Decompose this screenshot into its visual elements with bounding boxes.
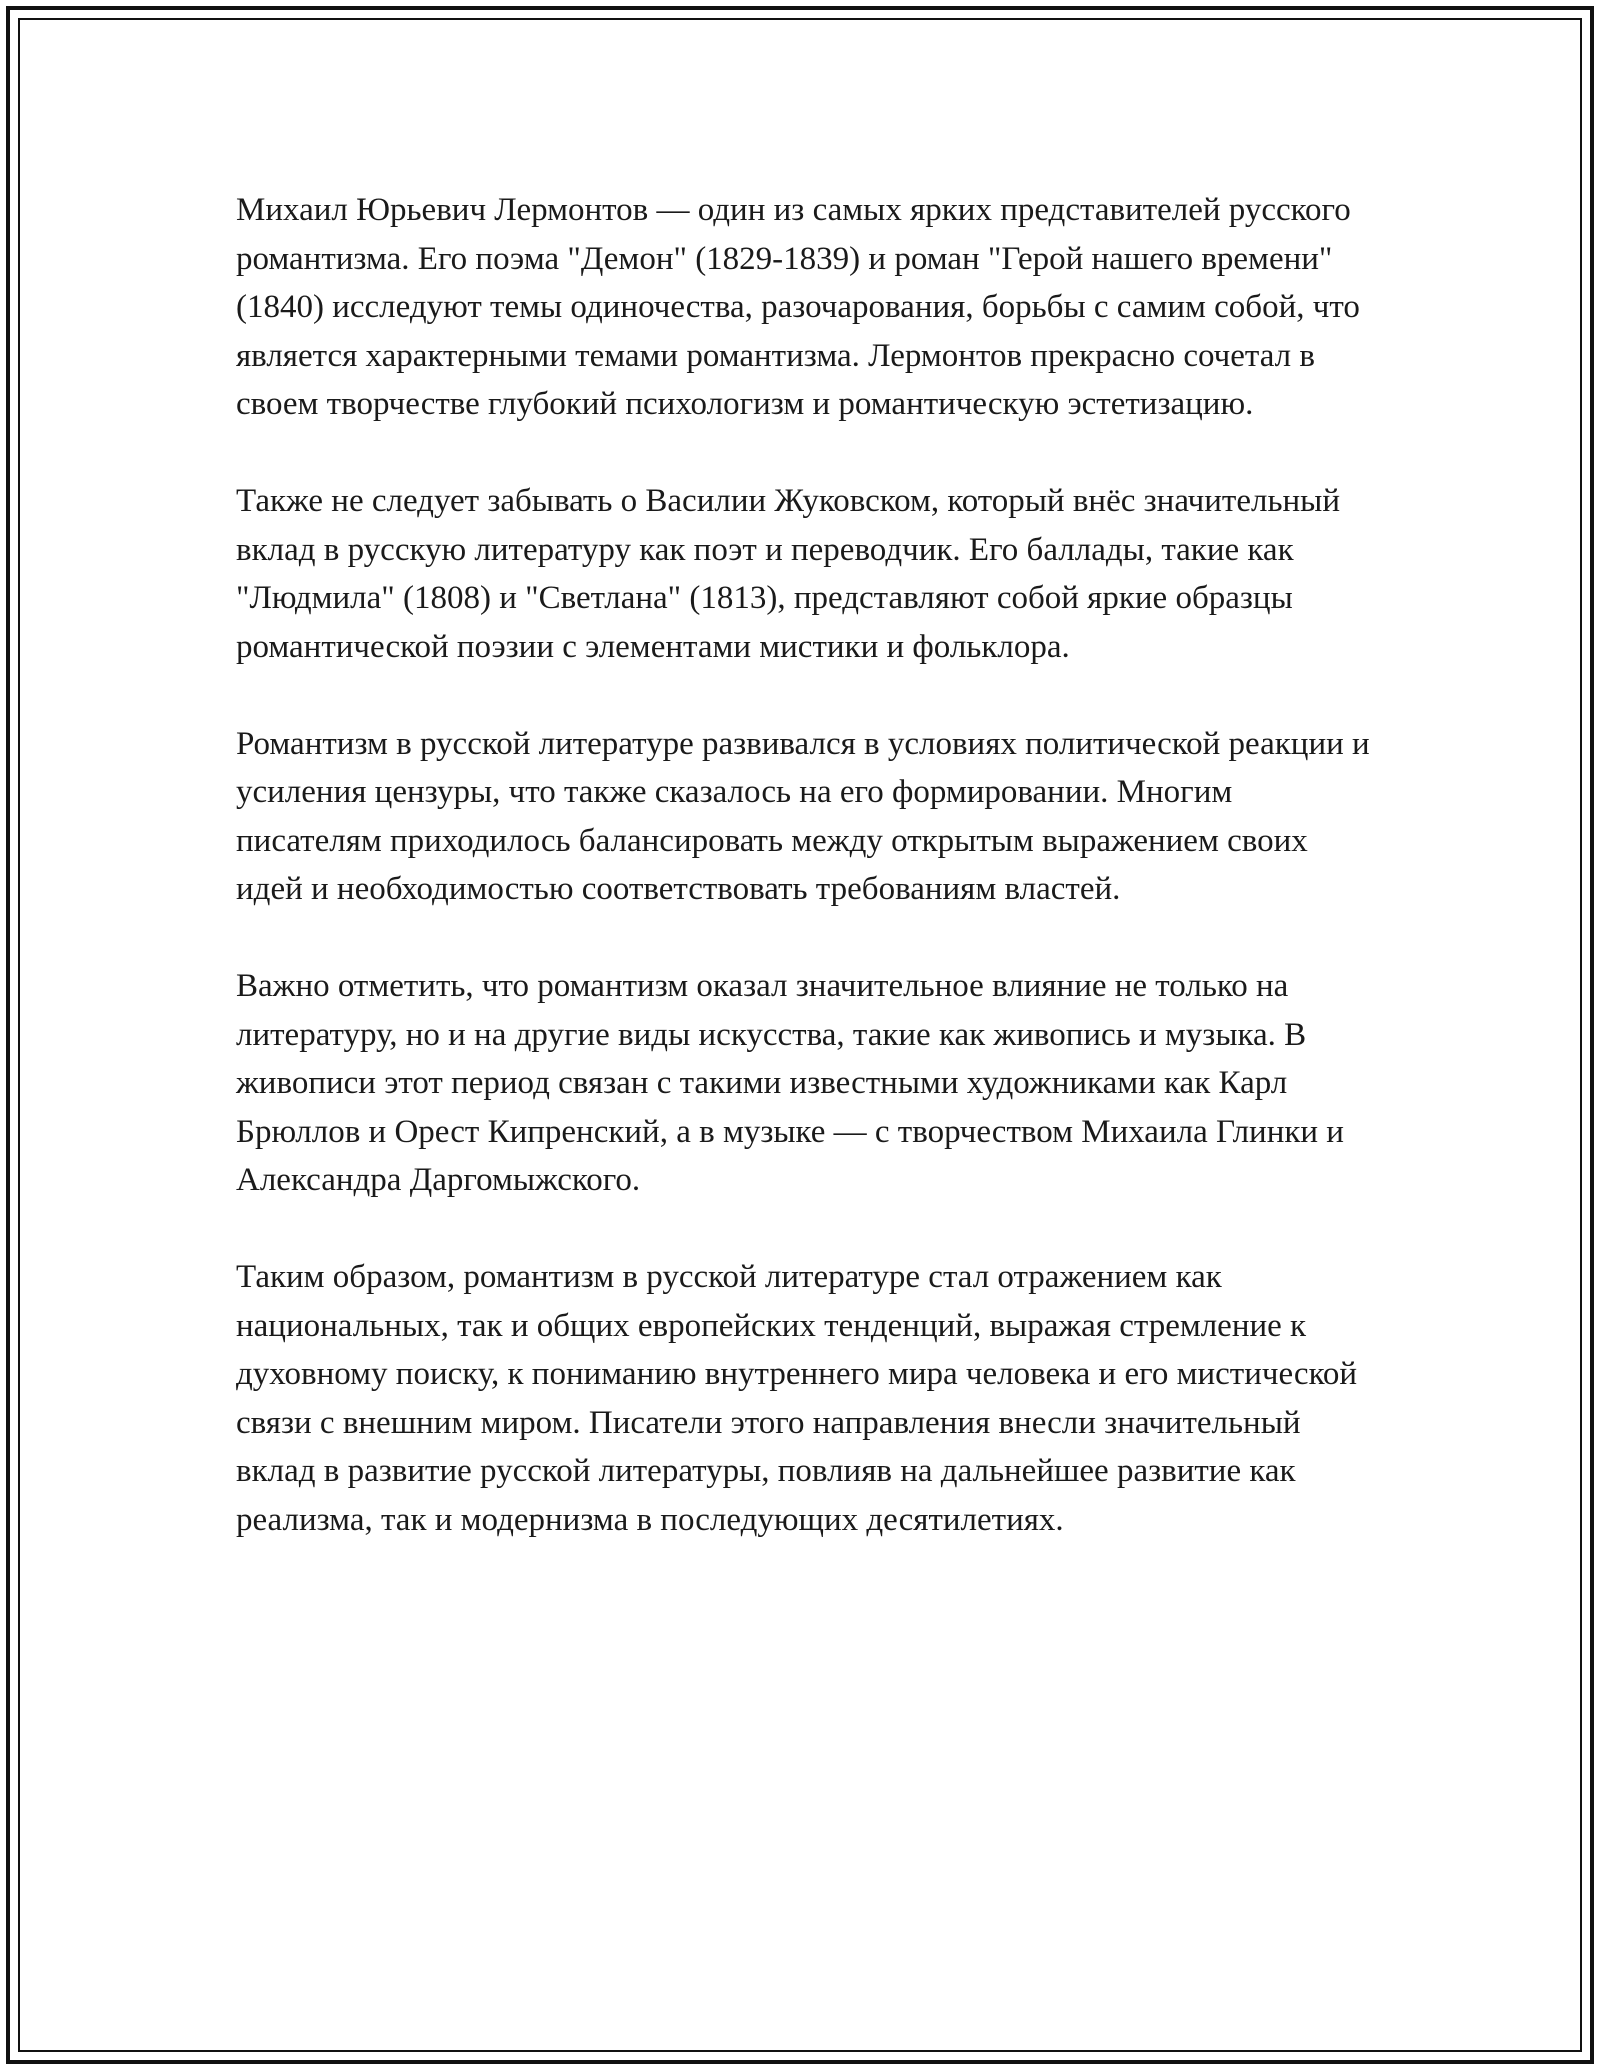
paragraph-arts-influence: Важно отметить, что романтизм оказал значительное влияние не только на литературу, но и на другие виды искусства, такие как живопись и музыка. В живописи этот период связан с такими известными художниками как Карл Брюллов и Орест Кипренский, а в музыке — с творчеством Михаила Глинки и Александра Даргомыжского. bbox=[236, 968, 1344, 1198]
paragraph-censorship: Романтизм в русской литературе развивался в условиях политической реакции и усиления цензуры, что также сказалось на его формировании. Многим писателям приходилось балансировать между открытым выражением своих идей и необходимостью соответствовать требованиям властей. bbox=[236, 725, 1370, 907]
document-body bbox=[236, 186, 1376, 1593]
paragraph-zhukovsky: Также не следует забывать о Василии Жуковском, который внёс значительный вклад в русскую литературу как поэт и переводчик. Его баллады, такие как "Людмила" (1808) и "Светлана" (1813), представляют собой яркие образцы романтической поэзии с элементами мистики и фольклора. bbox=[236, 483, 1340, 665]
paragraph-lermontov: Михаил Юрьевич Лермонтов — один из самых ярких представителей русского романтизма. Его поэма "Демон" (1829-1839) и роман "Герой нашего времени" (1840) исследуют темы одиночества, разочарования, борьбы с самим собой, что является характерными темами романтизма. Лермонтов прекрасно сочетал в своем творчестве глубокий психологизм и романтическую эстетизацию. bbox=[236, 192, 1360, 422]
paragraph-conclusion: Таким образом, романтизм в русской литературе стал отражением как национальных, так и общих европейских тенденций, выражая стремление к духовному поиску, к пониманию внутреннего мира человека и его мистической связи с внешним миром. Писатели этого направления внесли значительный вклад в развитие русской литературы, повлияв на дальнейшее развитие как реализма, так и модернизма в последующих десятилетиях. bbox=[236, 1259, 1358, 1538]
